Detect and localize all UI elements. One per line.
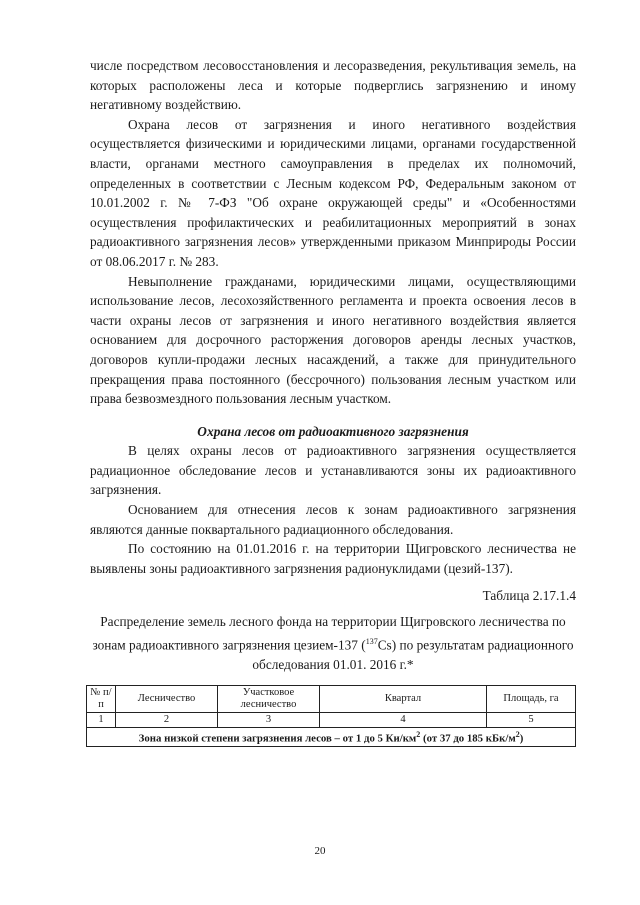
zone-sup-1: 2 [416, 730, 421, 740]
zone-text-1: Зона низкой степени загрязнения лесов – от 1 до 5 Ки/км [138, 733, 417, 746]
page-content [90, 56, 576, 747]
section-heading: Охрана лесов от радиоактивного загрязнения [197, 423, 469, 439]
zone-text-2: (от 37 до 185 кБк/м [420, 733, 516, 746]
paragraph-2: Охрана лесов от загрязнения и иного негативного воздействия осуществляется физическими и юридическими лицами, органами государственной власти, органами местного самоуправления в пределах их полномочий, определенных в соответствии с Лесным кодексом РФ, Федеральным законом от 10.01.2002 г. № 7-ФЗ "Об охране окружающей среды" и «Особенностями осуществления профилактических и реабилитационных мероприятий в зонах радиоактивного загрязнения лесов» утвержденными приказом Минприроды России от 08.06.2017 г. № 283. [90, 116, 576, 269]
zone-row [87, 728, 576, 747]
contamination-table [86, 685, 576, 747]
table-row [87, 713, 576, 728]
caption-text-1: Распределение земель лесного фонда на территории Щигровского лесничества по зонам радиоактивного загрязнения цезием-137 ( [92, 614, 566, 653]
paragraph-6: По состоянию на 01.01.2016 г. на территории Щигровского лесничества не выявлены зоны радиоактивного загрязнения радионуклидами (цезий-137). [90, 541, 576, 576]
caption-text-2: Cs) по результатам радиационного обследования 01.01. 2016 г.* [252, 637, 574, 673]
paragraph-5: Основанием для отнесения лесов к зонам радиоактивного загрязнения являются данные поквартального радиационного обследования. [90, 502, 576, 537]
table-row [87, 728, 576, 747]
header-forestry: Лесничество [116, 686, 218, 713]
col-number-2: 2 [116, 713, 218, 728]
col-number-5: 5 [487, 713, 576, 728]
paragraph-1: числе посредством лесовосстановления и лесоразведения, рекультивация земель, на которых расположены леса и которые подверглись загрязнению и иному негативному воздействию. [90, 58, 576, 113]
paragraph-3: Невыполнение гражданами, юридическими лицами, осуществляющими использование лесов, лесохозяйственного регламента и проекта освоения лесов в части охраны лесов от загрязнения и иного негативного воздействия является основанием для досрочного расторжения договоров аренды лесных участков, договоров купли-продажи лесных насаждений, а также для принудительного прекращения права постоянного (бессрочного) пользования лесным участком или права безвозмездного пользования лесным участком. [90, 273, 576, 407]
page-number: 20 [314, 845, 326, 857]
zone-sup-2: 2 [515, 730, 520, 740]
col-number-4: 4 [320, 713, 487, 728]
table-caption [90, 612, 576, 675]
col-number-1: 1 [87, 713, 116, 728]
table-reference: Таблица 2.17.1.4 [482, 588, 576, 604]
table-header-row [87, 686, 576, 713]
header-area: Площадь, га [487, 686, 576, 713]
zone-text-3: ) [519, 733, 524, 746]
col-number-3: 3 [218, 713, 320, 728]
caption-superscript: 137 [365, 637, 378, 647]
header-number: № п/п [87, 686, 116, 713]
header-district-forestry: Участковое лесничество [218, 686, 320, 713]
paragraph-4: В целях охраны лесов от радиоактивного загрязнения осуществляется радиационное обследование лесов и устанавливаются зоны их радиоактивного загрязнения. [90, 443, 576, 498]
header-quarter: Квартал [320, 686, 487, 713]
